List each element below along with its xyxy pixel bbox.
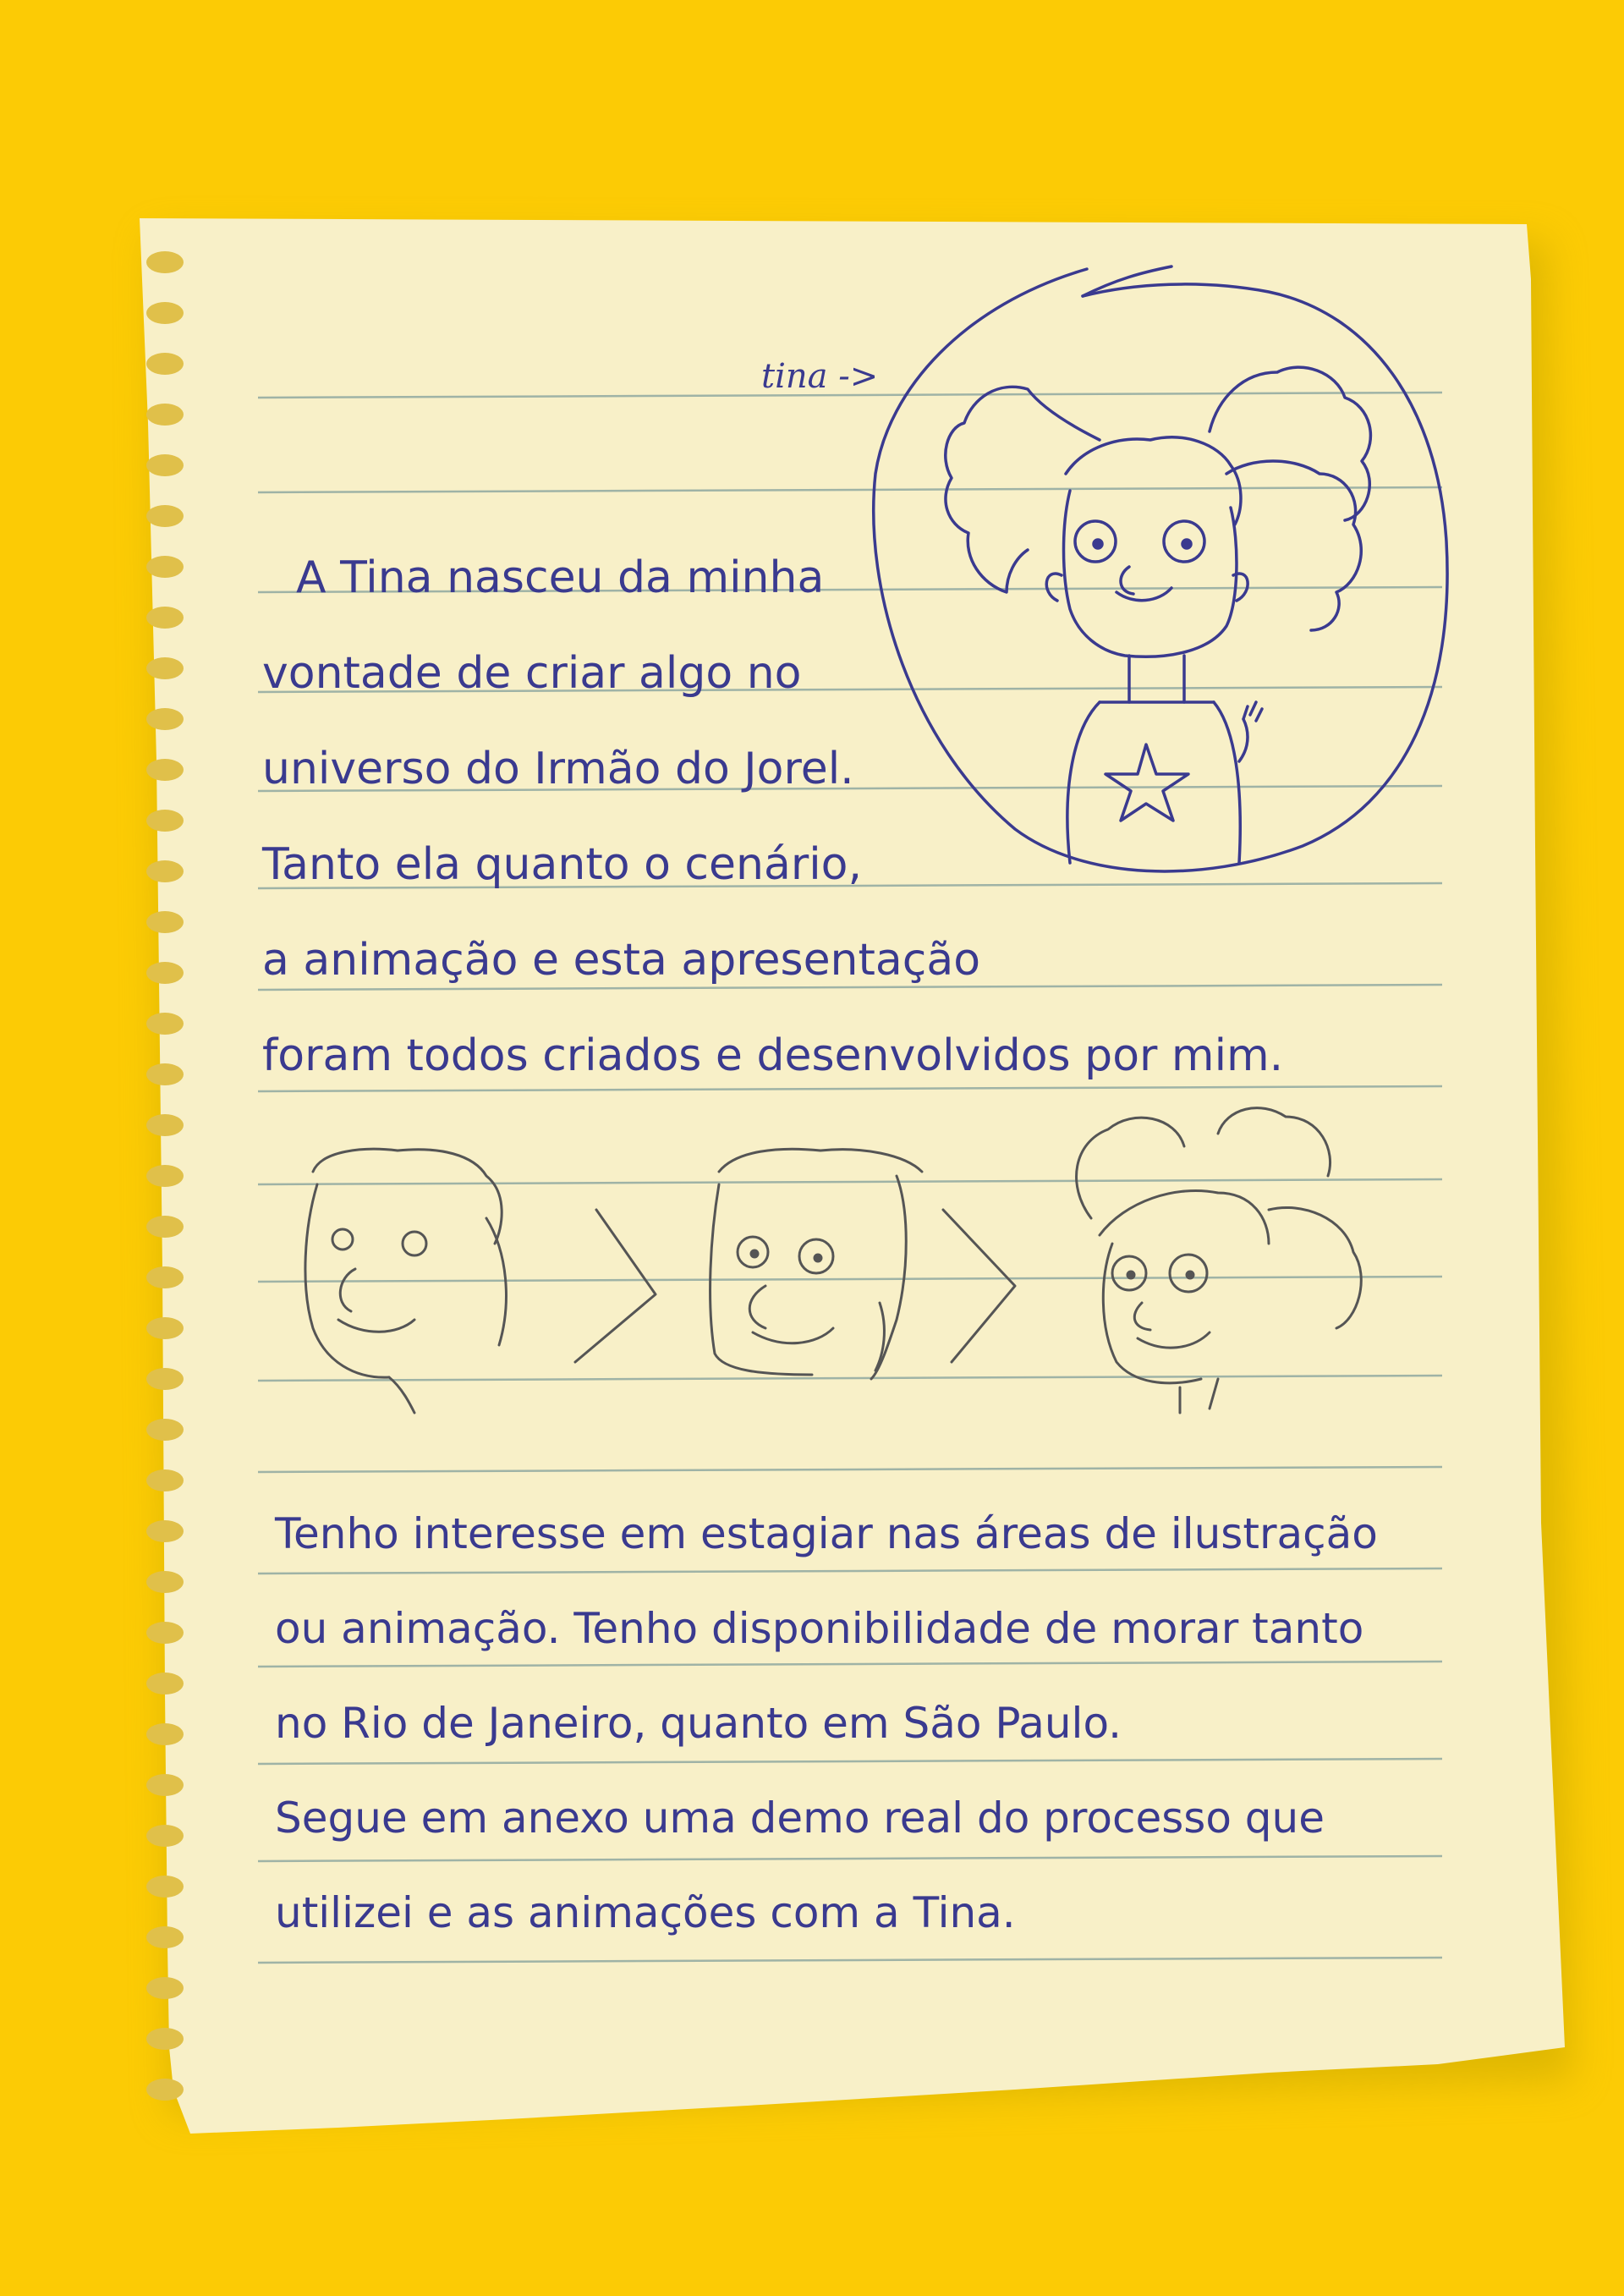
body-text-line: utilizei e as animações com a Tina. xyxy=(275,1888,1016,1937)
spiral-hole xyxy=(146,860,184,882)
spiral-hole xyxy=(146,1673,184,1695)
spiral-hole xyxy=(146,1876,184,1898)
spiral-hole xyxy=(146,1926,184,1948)
body-text-line: no Rio de Janeiro, quanto em São Paulo. xyxy=(275,1699,1122,1748)
spiral-hole xyxy=(146,353,184,375)
spiral-hole xyxy=(146,1317,184,1339)
spiral-hole xyxy=(146,404,184,426)
intro-text-line: Tanto ela quanto o cenário, xyxy=(262,839,862,890)
spiral-hole xyxy=(146,962,184,984)
spiral-hole xyxy=(146,1723,184,1745)
body-text-line: Segue em anexo uma demo real do processo que xyxy=(275,1793,1325,1843)
spiral-hole xyxy=(146,1266,184,1288)
spiral-hole xyxy=(146,1063,184,1085)
spiral-hole xyxy=(146,1977,184,1999)
spiral-hole xyxy=(146,1419,184,1441)
notebook-page xyxy=(140,218,1565,2134)
spiral-hole xyxy=(146,607,184,629)
spiral-hole xyxy=(146,1114,184,1136)
intro-text-line: foram todos criados e desenvolvidos por mim. xyxy=(262,1030,1284,1081)
spiral-hole xyxy=(146,1520,184,1542)
spiral-hole xyxy=(146,1571,184,1593)
spiral-hole xyxy=(146,1774,184,1796)
spiral-hole xyxy=(146,1013,184,1035)
body-text-line: Tenho interesse em estagiar nas áreas de ilustração xyxy=(275,1509,1378,1558)
spiral-hole xyxy=(146,1622,184,1644)
spiral-hole xyxy=(146,708,184,730)
spiral-hole xyxy=(146,1165,184,1187)
spiral-hole xyxy=(146,505,184,527)
spiral-hole xyxy=(146,2079,184,2101)
intro-text-line: A Tina nasceu da minha xyxy=(296,552,825,603)
spiral-hole xyxy=(146,657,184,679)
spiral-hole xyxy=(146,302,184,324)
spiral-hole xyxy=(146,556,184,578)
intro-text-line: universo do Irmão do Jorel. xyxy=(262,744,854,794)
spiral-hole xyxy=(146,2028,184,2050)
intro-text-line: a animação e esta apresentação xyxy=(262,935,981,986)
spiral-hole xyxy=(146,251,184,273)
tina-label: tina -> xyxy=(761,357,879,396)
spiral-hole xyxy=(146,759,184,781)
spiral-hole xyxy=(146,810,184,832)
spiral-hole xyxy=(146,454,184,476)
spiral-hole xyxy=(146,1368,184,1390)
spiral-hole xyxy=(146,911,184,933)
body-text-line: ou animação. Tenho disponibilidade de morar tanto xyxy=(275,1604,1364,1653)
spiral-hole xyxy=(146,1469,184,1491)
spiral-hole xyxy=(146,1825,184,1847)
spiral-hole xyxy=(146,1216,184,1238)
intro-text-line: vontade de criar algo no xyxy=(262,648,802,699)
